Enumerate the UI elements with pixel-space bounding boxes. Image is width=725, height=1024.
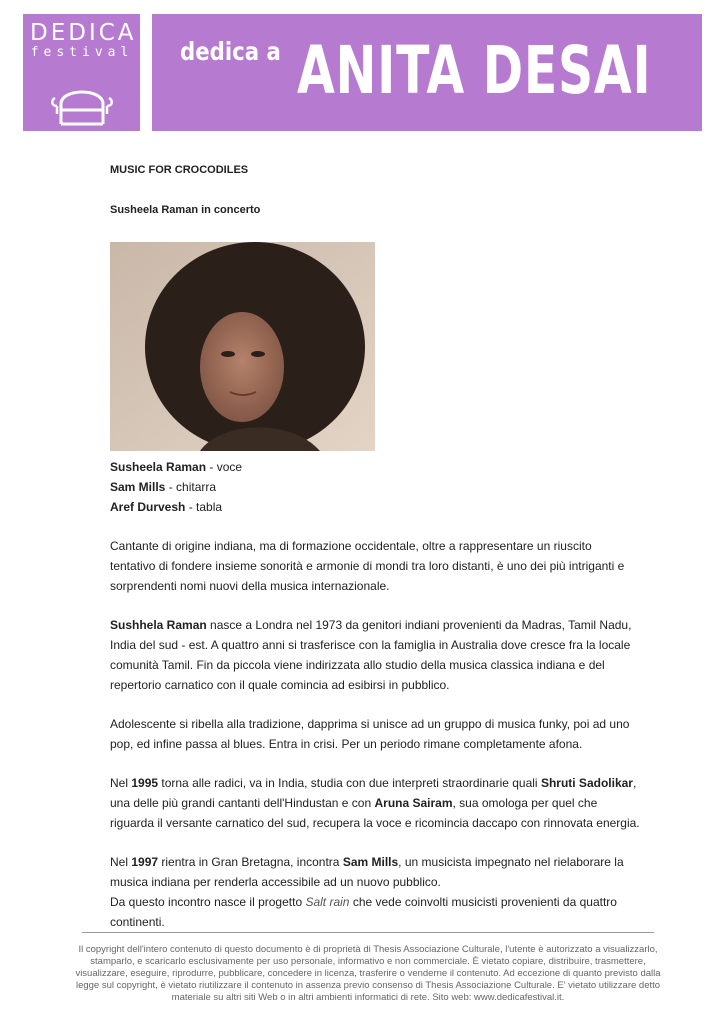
- text-run: Nel: [110, 855, 132, 869]
- text-run: rientra in Gran Bretagna, incontra: [158, 855, 343, 869]
- text-run: Da questo incontro nasce il progetto: [110, 895, 306, 909]
- bold-name: Aruna Sairam: [374, 796, 453, 810]
- text-run: , un musicista impegnato nel rielaborare la musica indiana per renderla accessibile ad un nuovo pubblico.: [110, 855, 624, 889]
- logo-festival-text: festival: [30, 45, 134, 60]
- article: [110, 160, 640, 932]
- paragraph-biography: [110, 615, 640, 695]
- text-run: Nel: [110, 776, 132, 790]
- performer-row: [110, 497, 640, 517]
- article-title: MUSIC FOR CROCODILES: [110, 164, 249, 176]
- armchair-icon: [49, 80, 115, 128]
- bold-name: Sam Mills: [342, 855, 399, 869]
- banner-dedica-a: dedica a: [180, 37, 281, 66]
- article-subtitle: Susheela Raman in concerto: [110, 204, 261, 216]
- bold-year: 1997: [131, 855, 159, 869]
- bold-year: 1995: [131, 776, 159, 790]
- performer-name: Susheela Raman: [110, 460, 207, 474]
- paragraph-1995: [110, 773, 640, 833]
- footer-divider: [82, 932, 654, 933]
- project-name: Salt rain: [305, 895, 350, 909]
- title-banner: [152, 14, 702, 131]
- paragraph-intro: Cantante di origine indiana, ma di formazione occidentale, oltre a rappresentare un riuscito tentativo di fondere insieme sonorità e armonie di mondi tra loro distanti, è uno dei più intriganti e sorprendenti nomi nuovi della musica internazionale.: [110, 539, 625, 593]
- performer-role: - tabla: [185, 500, 223, 514]
- text-run: nasce a Londra nel 1973 da genitori indiani provenienti da Madras, Tamil Nadu, India del sud - est. A quattro anni si trasferisce con la famiglia in Australia dove cresce fra la locale comunità Tamil. Fin da piccola viene indirizzata allo studio della musica classica indiana e del repertorio carnatico con il quale comincia ad esibirsi in pubblico.: [110, 618, 632, 692]
- artist-photo: [110, 242, 375, 451]
- paragraph-1997: [110, 852, 640, 932]
- copyright-notice: Il copyright dell'intero contenuto di questo documento è di proprietà di Thesis Associazione Culturale, l'utente è autorizzato a visualizzarlo, stamparlo, e scaricarlo esclusivamente per uso personale, informativo e non commerciale. È vietato copiare, distribuire, trasmettere, visualizzare, eseguire, riprodurre, pubblicare, concedere in licenza, trasferire o venderne il contenuto. Ad eccezione di quanto previsto dalla legge sul copyright, è vietato riutilizzare il contenuto in assenza previo consenso di Thesis Associazione Culturale. E' vietato utilizzare detto materiale su altri siti Web o in altri ambienti informatici di rete. Sito web: www.dedicafestival.it.: [75, 944, 661, 1003]
- text-run: , una delle più grandi cantanti dell'Hindustan e con: [110, 776, 637, 810]
- bold-name: Sushhela Raman: [110, 618, 207, 632]
- performer-name: Aref Durvesh: [110, 500, 186, 514]
- banner-author-name: ANITA DESAI: [297, 32, 652, 109]
- performer-name: Sam Mills: [110, 480, 166, 494]
- festival-logo: [23, 14, 140, 131]
- logo-dedica-text: DEDICA: [30, 20, 137, 46]
- performer-role: - voce: [206, 460, 243, 474]
- paragraph-adolescence: Adolescente si ribella alla tradizione, dapprima si unisce ad un gruppo di musica funky, poi ad uno pop, ed infine passa al blues. Entra in crisi. Per un periodo rimane completamente afona.: [110, 717, 630, 751]
- bold-name: Shruti Sadolikar: [540, 776, 633, 790]
- text-run: , sua omologa per quel che riguarda il versante carnatico del sud, recupera la voce e ricomincia daccapo con rinnovata energia.: [110, 796, 640, 830]
- performer-row: [110, 477, 640, 497]
- text-run: torna alle radici, va in India, studia con due interpreti straordinarie quali: [158, 776, 541, 790]
- text-run: che vede coinvolti musicisti provenienti da quattro continenti.: [110, 895, 617, 929]
- performer-row: [110, 457, 640, 477]
- performer-role: - chitarra: [165, 480, 217, 494]
- performer-list: [110, 457, 640, 517]
